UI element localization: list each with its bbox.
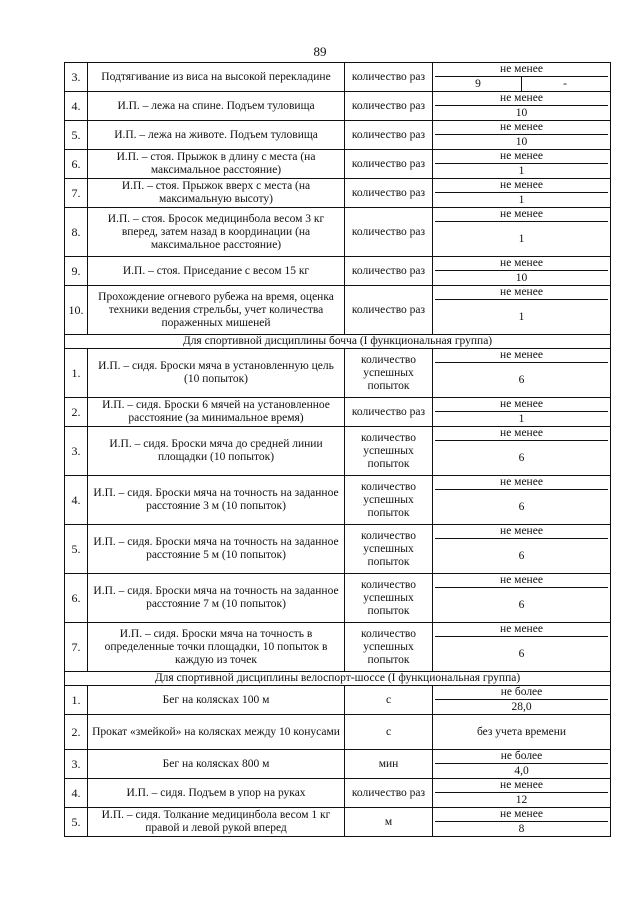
table-row (65, 63, 611, 92)
row-number: 6. (65, 150, 88, 179)
norm-value: 1 (518, 413, 525, 425)
table-row (65, 121, 611, 150)
row-number: 9. (65, 257, 88, 286)
norm-condition: не менее (435, 623, 608, 637)
table-row (65, 715, 611, 750)
norm-condition: не менее (435, 398, 608, 412)
norm-condition: не менее (435, 427, 608, 441)
norm-condition: не менее (435, 574, 608, 588)
unit-cell: количество раз (345, 779, 433, 808)
exercise-cell: И.П. – лежа на животе. Подъем туловища (88, 121, 345, 150)
unit-cell: количество успешных попыток (345, 476, 433, 525)
norm-cell (433, 398, 611, 427)
norm-value: без учета времени (476, 726, 567, 738)
norm-condition: не менее (435, 525, 608, 539)
norm-condition: не менее (435, 92, 608, 106)
exercise-cell: И.П. – сидя. Броски мяча на точность на заданное расстояние 7 м (10 попыток) (88, 574, 345, 623)
exercise-cell: И.П. – лежа на спине. Подъем туловища (88, 92, 345, 121)
norm-cell (433, 779, 611, 808)
section-title: Для спортивной дисциплины бочча (I функциональная группа) (65, 335, 611, 349)
row-number: 2. (65, 398, 88, 427)
row-number: 4. (65, 476, 88, 525)
row-number: 2. (65, 715, 88, 750)
exercise-cell: И.П. – сидя. Броски мяча в установленную цель (10 попыток) (88, 349, 345, 398)
table-row (65, 349, 611, 398)
table-row (65, 286, 611, 335)
norm-value: 10 (515, 136, 528, 148)
unit-cell: количество раз (345, 208, 433, 257)
unit-cell: количество раз (345, 63, 433, 92)
norm-cell (433, 686, 611, 715)
exercise-cell: И.П. – сидя. Броски мяча на точность на заданное расстояние 3 м (10 попыток) (88, 476, 345, 525)
table-row (65, 779, 611, 808)
row-number: 3. (65, 427, 88, 476)
norm-value: 9 (475, 78, 481, 90)
unit-cell: количество раз (345, 179, 433, 208)
norm-cell (433, 179, 611, 208)
table-row (65, 179, 611, 208)
row-number: 7. (65, 179, 88, 208)
row-number: 5. (65, 121, 88, 150)
unit-cell: количество раз (345, 286, 433, 335)
norm-cell (433, 808, 611, 837)
norm-cell (433, 574, 611, 623)
norm-condition: не менее (435, 63, 608, 77)
norm-value: 6 (518, 501, 525, 513)
exercise-cell: И.П. – стоя. Приседание с весом 15 кг (88, 257, 345, 286)
exercise-cell: Прохождение огневого рубежа на время, оценка техники ведения стрельбы, учет количества пораженных мишеней (88, 286, 345, 335)
norm-condition: не менее (435, 349, 608, 363)
row-number: 1. (65, 686, 88, 715)
norm-condition: не менее (435, 476, 608, 490)
exercise-cell: И.П. – сидя. Броски мяча на точность на заданное расстояние 5 м (10 попыток) (88, 525, 345, 574)
unit-cell: количество успешных попыток (345, 623, 433, 672)
table-row (65, 398, 611, 427)
norm-condition: не более (435, 750, 608, 764)
row-number: 10. (65, 286, 88, 335)
unit-cell: количество успешных попыток (345, 525, 433, 574)
row-number: 8. (65, 208, 88, 257)
norm-value: 1 (518, 233, 525, 245)
row-number: 5. (65, 808, 88, 837)
norm-value: 6 (518, 599, 525, 611)
norm-value: 1 (518, 165, 525, 177)
table-row (65, 427, 611, 476)
unit-cell: с (345, 715, 433, 750)
norm-cell (433, 208, 611, 257)
section-header-row (65, 335, 611, 349)
row-number: 5. (65, 525, 88, 574)
section-header-row (65, 672, 611, 686)
norm-condition: не более (435, 686, 608, 700)
table-row (65, 686, 611, 715)
norm-condition: не менее (435, 808, 608, 822)
exercise-cell: И.П. – стоя. Бросок медицинбола весом 3 кг вперед, затем назад в координации (на максимальное расстояние) (88, 208, 345, 257)
row-number: 1. (65, 349, 88, 398)
unit-cell: количество успешных попыток (345, 349, 433, 398)
table-row (65, 525, 611, 574)
exercise-cell: Бег на колясках 800 м (88, 750, 345, 779)
norm-cell (433, 349, 611, 398)
row-number: 3. (65, 750, 88, 779)
norm-cell (433, 715, 611, 750)
exercise-cell: И.П. – стоя. Прыжок в длину с места (на максимальное расстояние) (88, 150, 345, 179)
row-number: 7. (65, 623, 88, 672)
norm-cell (433, 476, 611, 525)
norm-value: 8 (518, 823, 525, 835)
table-row (65, 257, 611, 286)
norm-condition: не менее (435, 121, 608, 135)
row-number: 6. (65, 574, 88, 623)
section-title: Для спортивной дисциплины велоспорт-шоссе (I функциональная группа) (65, 672, 611, 686)
norms-table (64, 62, 611, 837)
exercise-cell: Бег на колясках 100 м (88, 686, 345, 715)
norm-value: 6 (518, 648, 525, 660)
norm-cell (433, 257, 611, 286)
norm-value: 12 (515, 794, 528, 806)
unit-cell: количество раз (345, 121, 433, 150)
norm-value: 10 (515, 107, 528, 119)
table-row (65, 623, 611, 672)
norm-value: 6 (518, 452, 525, 464)
norm-cell (433, 121, 611, 150)
unit-cell: количество раз (345, 257, 433, 286)
norm-value: 10 (515, 272, 528, 284)
table-row (65, 208, 611, 257)
norm-condition: не менее (435, 208, 608, 222)
norm-value: 1 (518, 194, 525, 206)
norm-cell (433, 427, 611, 476)
norm-value: 28,0 (511, 701, 532, 713)
row-number: 3. (65, 63, 88, 92)
table-row (65, 476, 611, 525)
unit-cell: с (345, 686, 433, 715)
table-row (65, 150, 611, 179)
norm-condition: не менее (435, 179, 608, 193)
norms-table-body (65, 63, 611, 837)
norm-condition: не менее (435, 257, 608, 271)
norm-condition: не менее (435, 286, 608, 300)
norm-condition: не менее (435, 779, 608, 793)
norm-cell (433, 525, 611, 574)
norm-cell (433, 63, 611, 92)
norm-value-secondary: - (521, 77, 608, 91)
table-row (65, 92, 611, 121)
norm-value: 6 (518, 550, 525, 562)
norm-value: 6 (518, 374, 525, 386)
exercise-cell: И.П. – сидя. Толкание медицинбола весом 1 кг правой и левой рукой вперед (88, 808, 345, 837)
exercise-cell: И.П. – сидя. Броски мяча до средней линии площадки (10 попыток) (88, 427, 345, 476)
exercise-cell: Подтягивание из виса на высокой перекладине (88, 63, 345, 92)
norm-cell (433, 150, 611, 179)
norm-cell (433, 286, 611, 335)
row-number: 4. (65, 92, 88, 121)
table-row (65, 808, 611, 837)
page-number: 89 (313, 44, 327, 59)
unit-cell: мин (345, 750, 433, 779)
unit-cell: количество успешных попыток (345, 574, 433, 623)
unit-cell: количество раз (345, 92, 433, 121)
norm-value: 4,0 (514, 765, 529, 777)
exercise-cell: Прокат «змейкой» на колясках между 10 конусами (88, 715, 345, 750)
unit-cell: количество успешных попыток (345, 427, 433, 476)
norm-value: 1 (518, 311, 525, 323)
unit-cell: м (345, 808, 433, 837)
norm-cell (433, 92, 611, 121)
exercise-cell: И.П. – стоя. Прыжок вверх с места (на максимальную высоту) (88, 179, 345, 208)
exercise-cell: И.П. – сидя. Броски 6 мячей на установленное расстояние (за минимальное время) (88, 398, 345, 427)
exercise-cell: И.П. – сидя. Броски мяча на точность в определенные точки площадки, 10 попыток в каждую из точек (88, 623, 345, 672)
exercise-cell: И.П. – сидя. Подъем в упор на руках (88, 779, 345, 808)
table-row (65, 574, 611, 623)
row-number: 4. (65, 779, 88, 808)
unit-cell: количество раз (345, 150, 433, 179)
norm-condition: не менее (435, 150, 608, 164)
table-row (65, 750, 611, 779)
norm-value-split (435, 77, 608, 91)
unit-cell: количество раз (345, 398, 433, 427)
norm-cell (433, 623, 611, 672)
norm-cell (433, 750, 611, 779)
